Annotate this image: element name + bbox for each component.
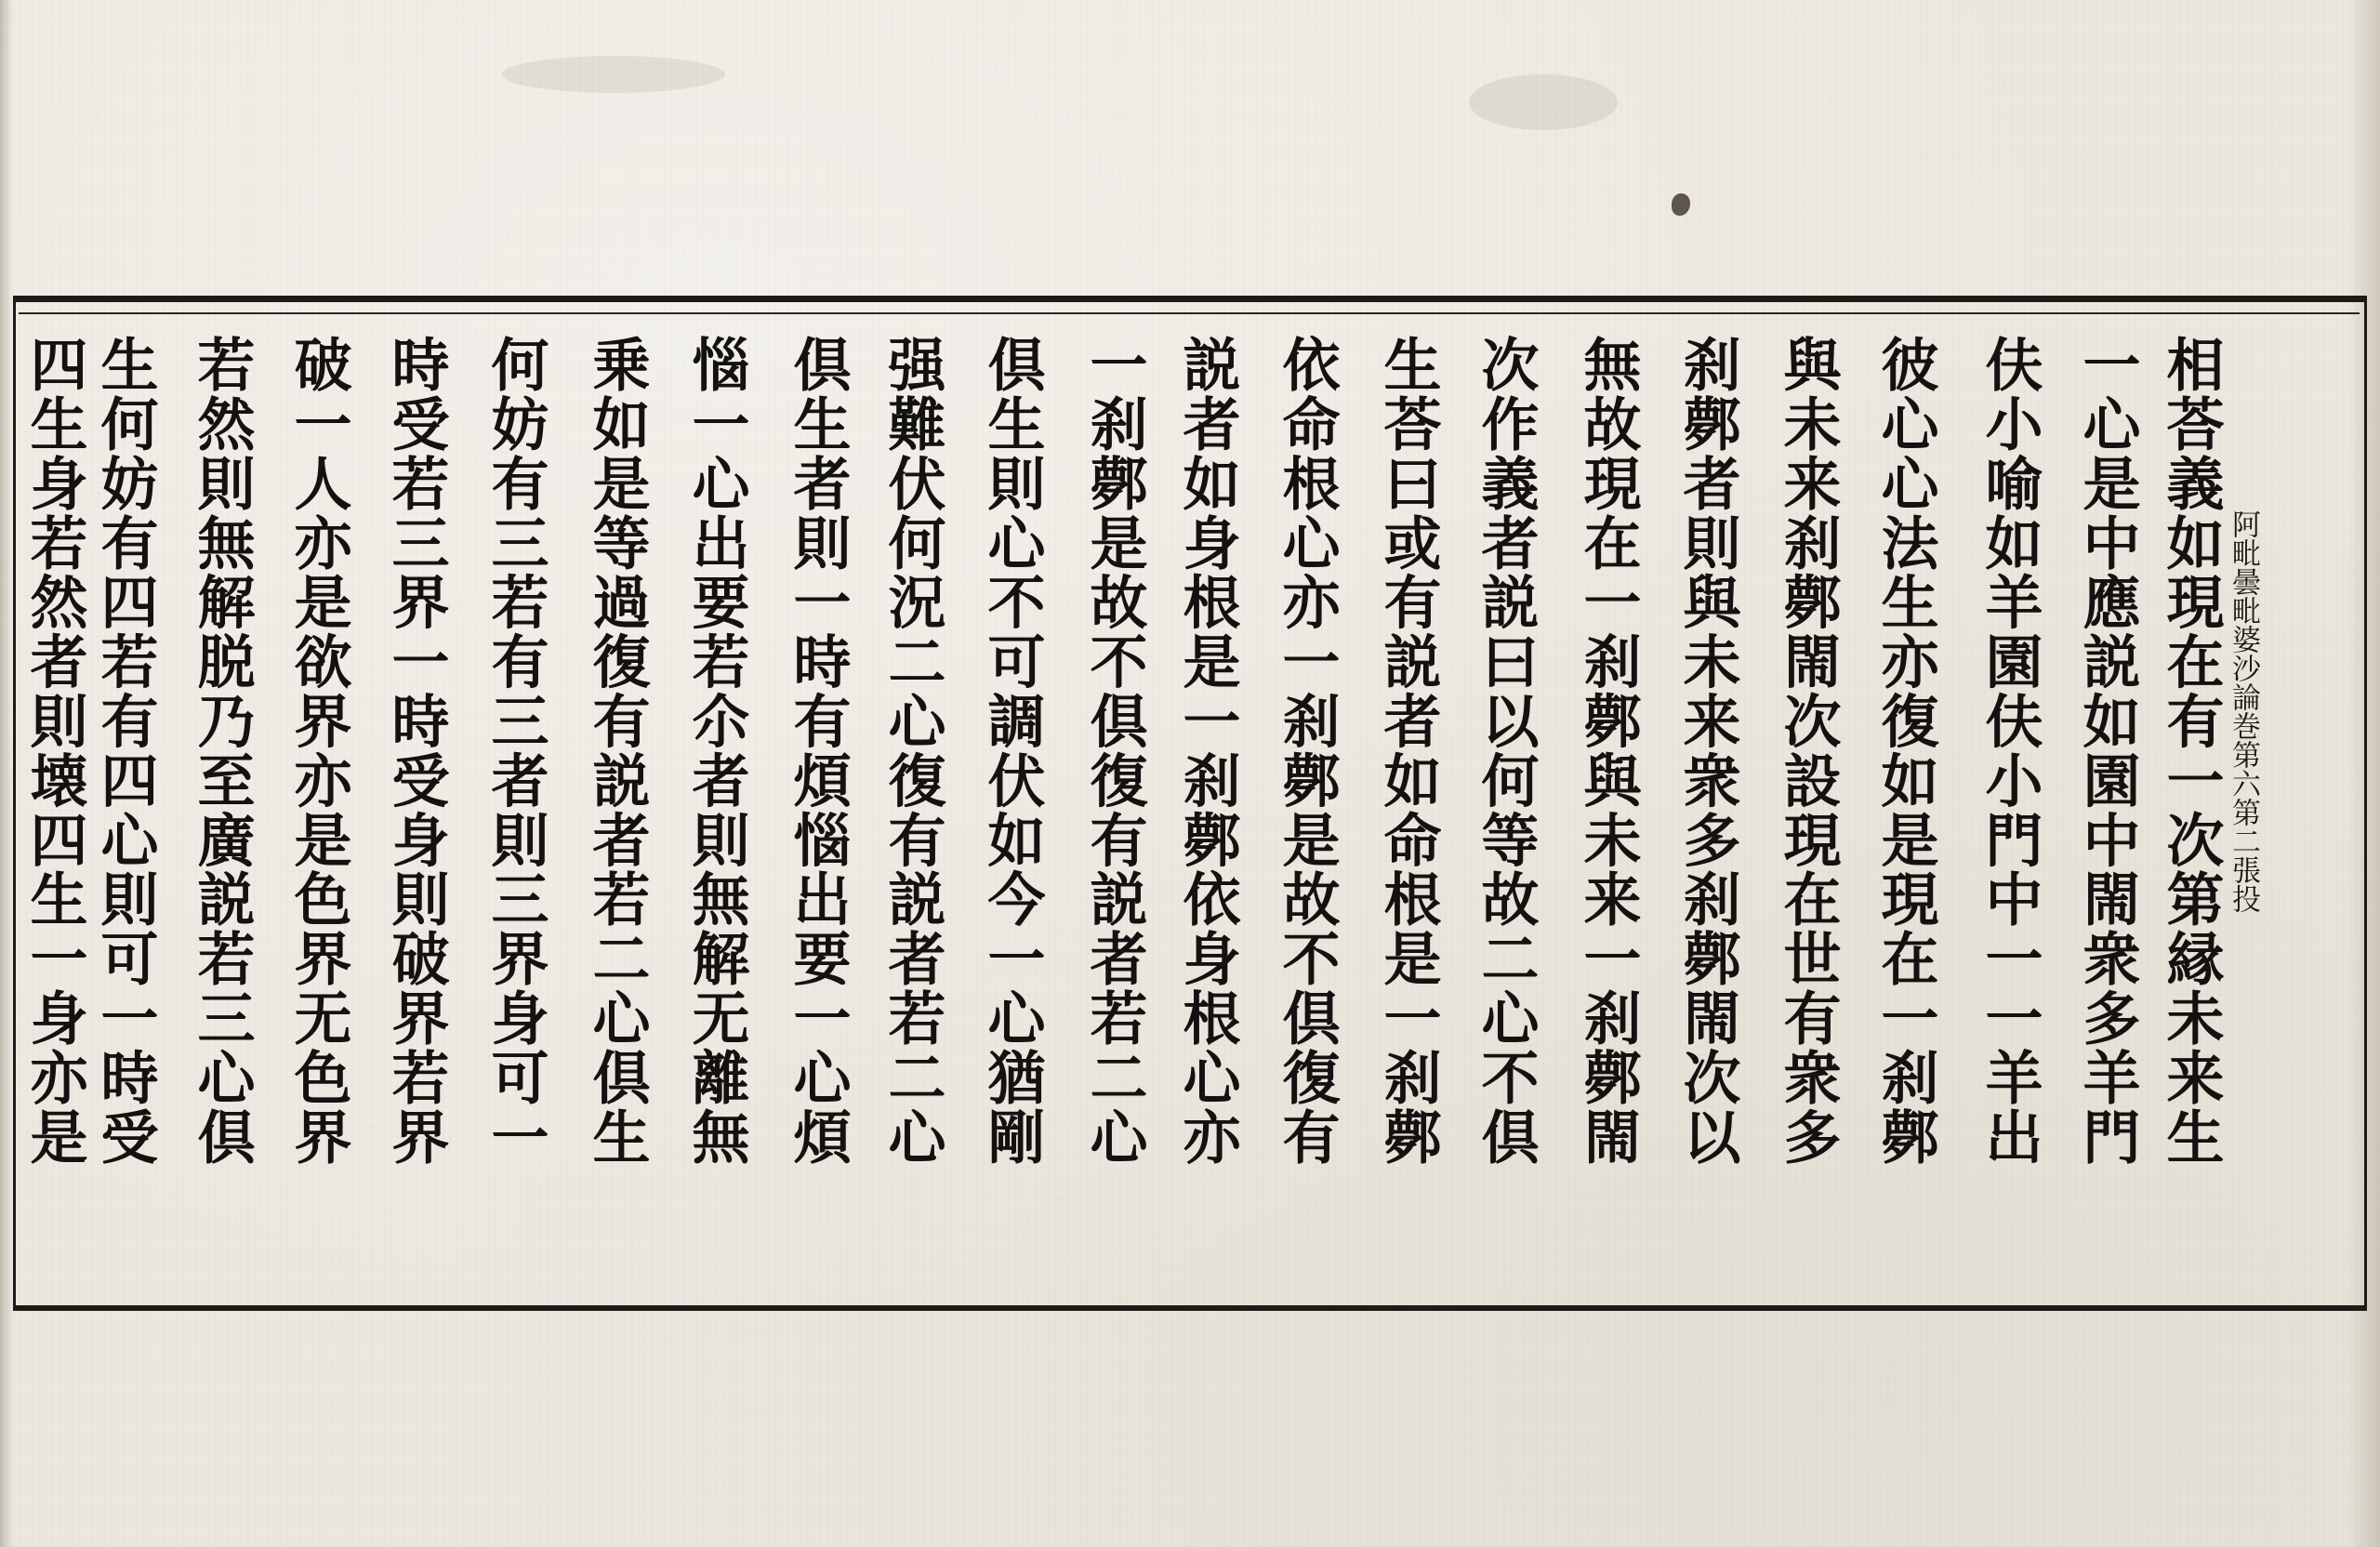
frame-inner-rule xyxy=(19,312,2360,314)
text-column: 時受若三界一時受身則破界若界 xyxy=(382,335,450,1167)
running-head-leaf: 第二張 xyxy=(2227,798,2260,884)
paper-stain xyxy=(1469,74,1618,130)
text-column: 伕小喻如羊園伕小門中一一羊出 xyxy=(1976,335,2043,1167)
text-column: 生荅曰或有説者如命根是一刹鄸 xyxy=(1374,335,1442,1167)
text-column: 刹鄸者則與未来衆多刹鄸閙次以 xyxy=(1673,335,1741,1167)
text-column: 若然則無解脱乃至廣説若三心倶 xyxy=(188,335,256,1167)
text-column: 四生身若然者則壊四生一身亦是 xyxy=(20,335,88,1167)
text-column: 乗如是等過復有説者若二心倶生 xyxy=(583,335,651,1167)
text-column: 倶生者則一時有煩惱出要一心煩 xyxy=(784,335,852,1167)
text-column: 生何妨有四若有四心則可一時受 xyxy=(91,335,159,1167)
text-column: 彼心心法生亦復如是現在一刹鄸 xyxy=(1871,335,1939,1167)
text-column: 依命根心亦一刹鄸是故不倶復有 xyxy=(1273,335,1341,1167)
text-column: 次作義者説曰以何等故二心不倶 xyxy=(1472,335,1540,1167)
text-column: 何妨有三若有三者則三界身可一 xyxy=(482,335,549,1167)
text-column: 一刹鄸是故不倶復有説者若二心 xyxy=(1080,335,1148,1167)
text-column: 無故現在一刹鄸與未来一刹鄸閙 xyxy=(1574,335,1642,1167)
text-column: 與未来刹鄸閙次設現在世有衆多 xyxy=(1774,335,1842,1167)
text-column: 倶生則心不可調伏如今一心猶剛 xyxy=(978,335,1046,1167)
running-head-title: 阿毗曇毗婆沙論巻第六 xyxy=(2227,509,2260,798)
text-column: 相荅義如現在有一次第縁未来生 xyxy=(2157,335,2225,1167)
running-head-mark: 投 xyxy=(2227,884,2260,913)
text-column: 説者如身根是一刹鄸依身根心亦 xyxy=(1173,335,1241,1167)
page-fold-left xyxy=(0,0,13,1547)
text-column: 强難伏何況二心復有説者若二心 xyxy=(879,335,946,1167)
text-column: 破一人亦是欲界亦是色界无色界 xyxy=(284,335,352,1167)
text-column: 惱一心出要若尒者則無解无離無 xyxy=(682,335,750,1167)
paper-stain xyxy=(502,56,725,93)
text-column: 一心是中應説如園中閙衆多羊門 xyxy=(2073,335,2141,1167)
